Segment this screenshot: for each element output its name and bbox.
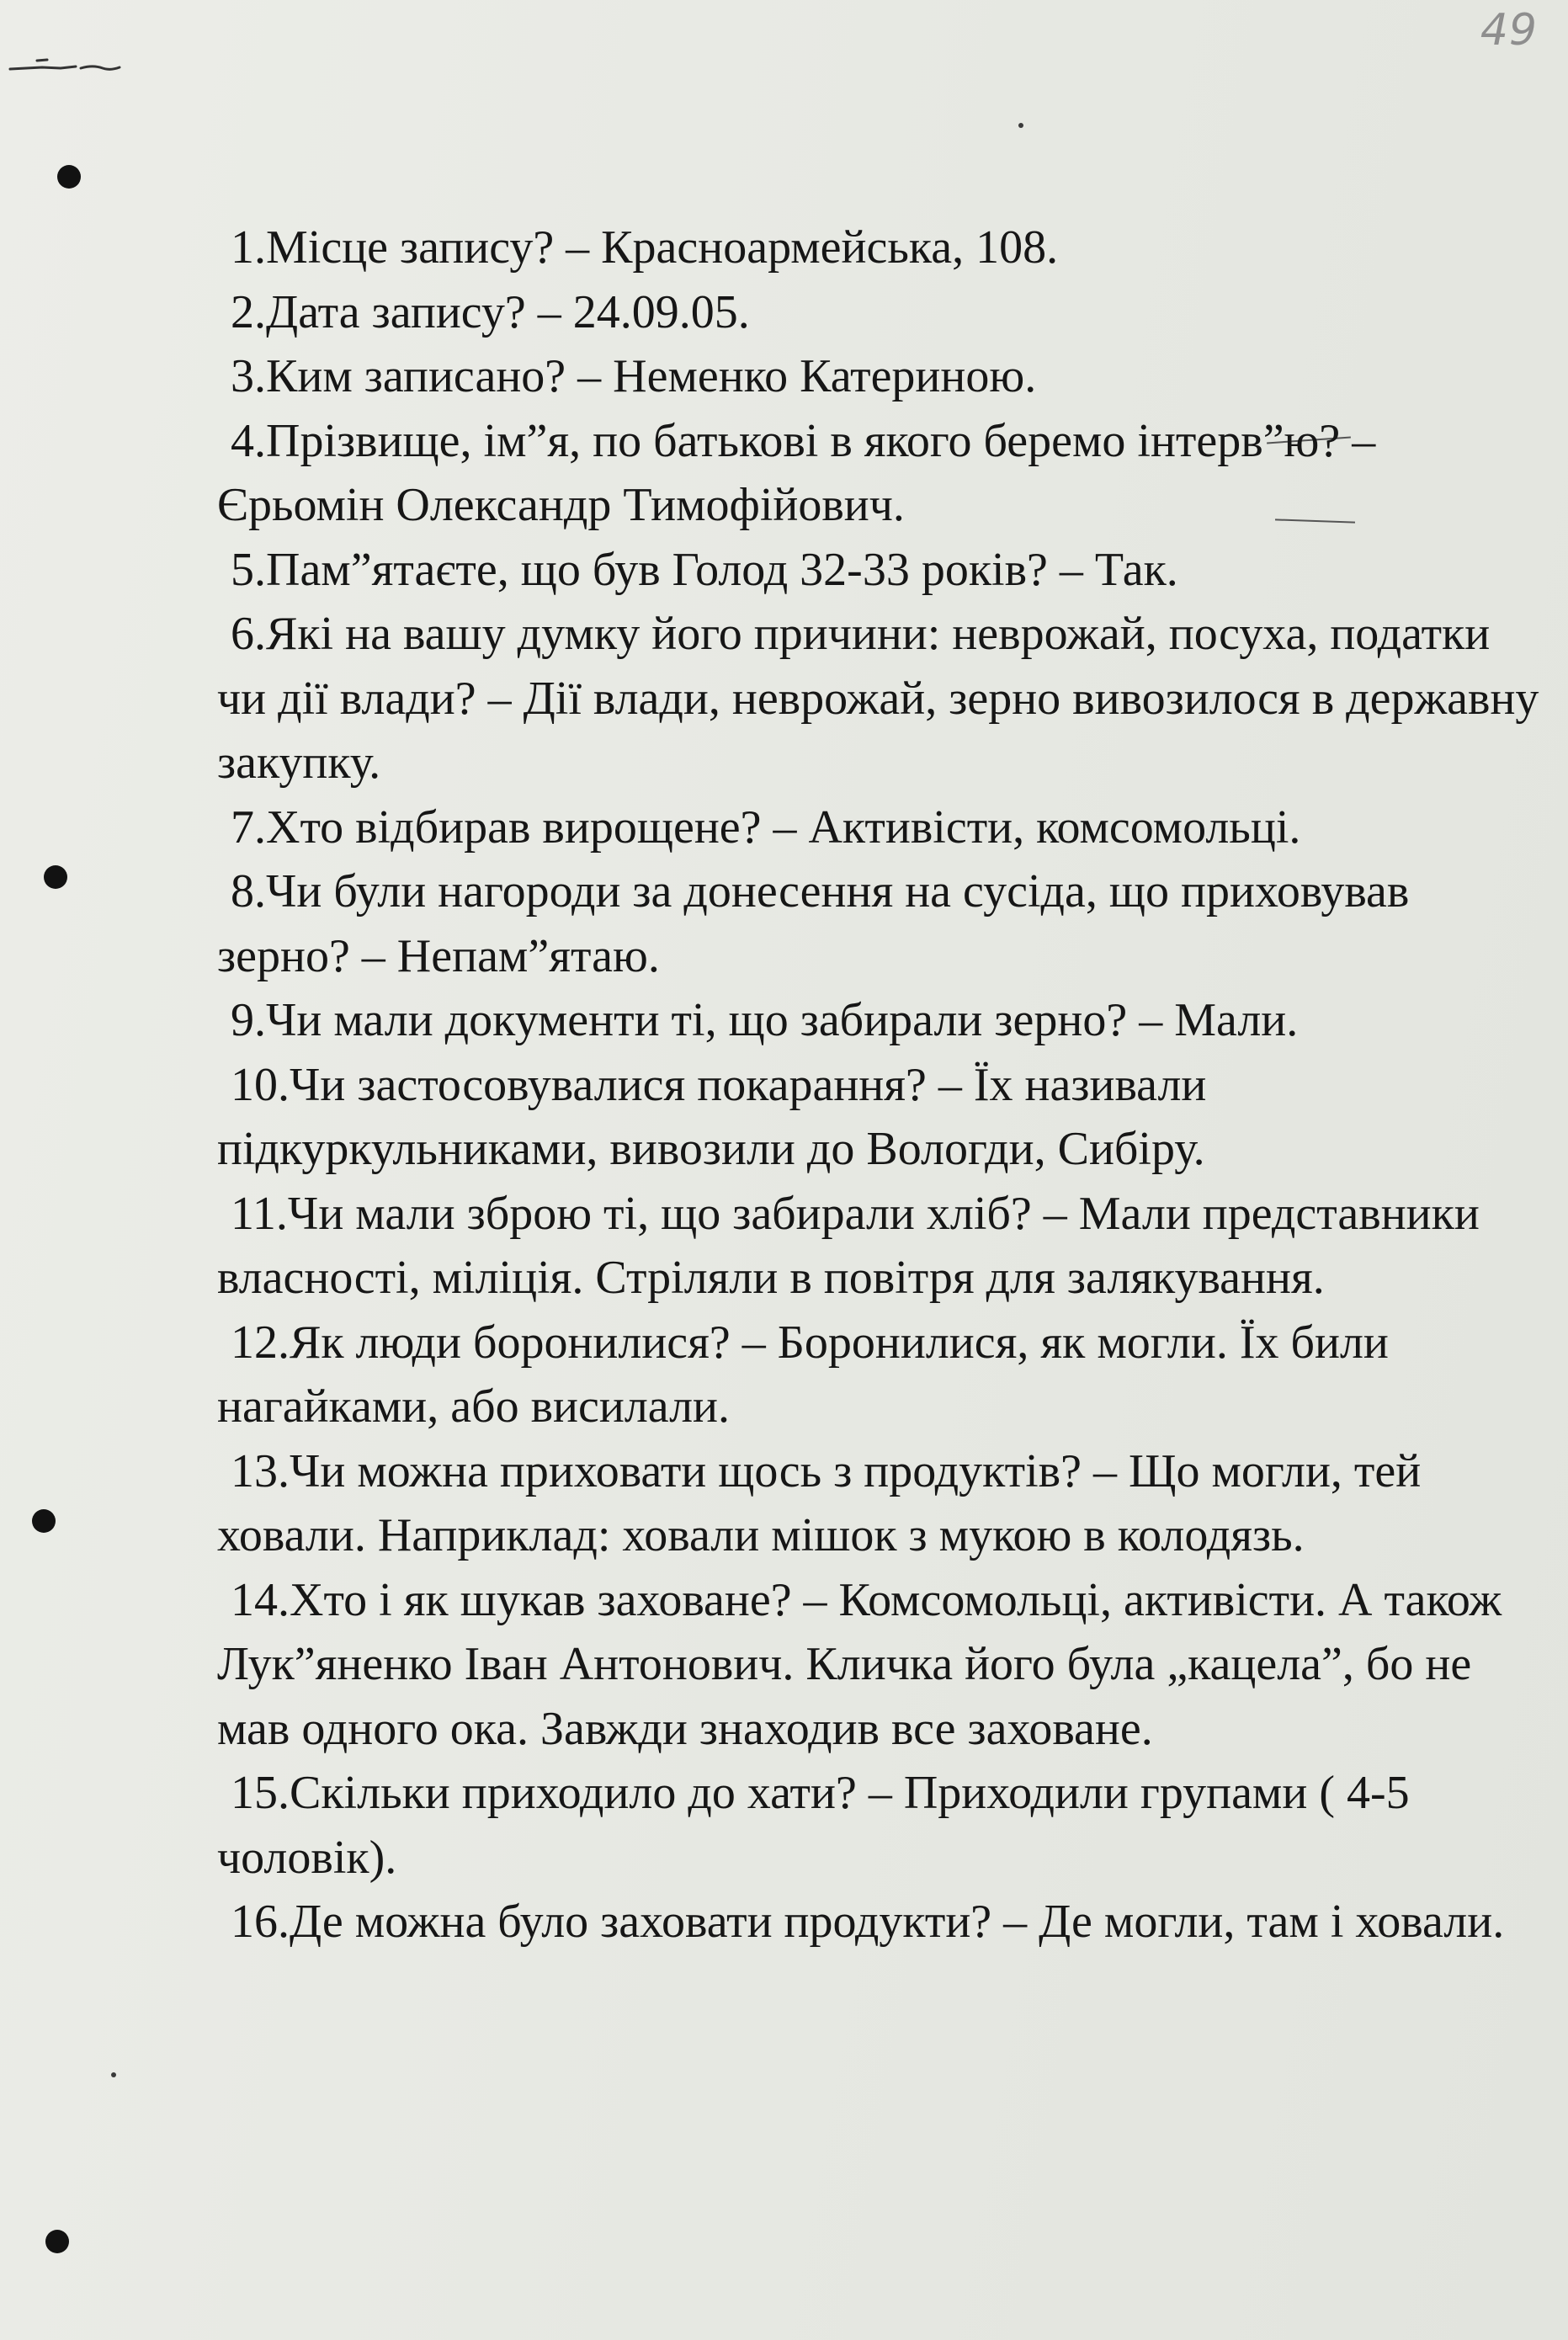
item-number: 12. bbox=[231, 1316, 290, 1369]
item-text: Чи були нагороди за донесення на сусіда, що приховував зерно? – Непам”ятаю. bbox=[217, 865, 1410, 982]
item-number: 1. bbox=[231, 221, 266, 274]
item-number: 13. bbox=[231, 1444, 290, 1497]
punch-hole bbox=[57, 165, 81, 189]
item-number: 9. bbox=[231, 994, 266, 1046]
item-text: Скільки приходило до хати? – Приходили групами ( 4-5 чоловік). bbox=[217, 1767, 1410, 1884]
item-text: Прізвище, ім”я, по батькові в якого беремо інтерв”ю? – Єрьомін Олександр Тимофійович. bbox=[217, 414, 1376, 531]
item-number: 14. bbox=[231, 1573, 290, 1626]
item-text: Чи можна приховати щось з продуктів? – Що могли, тей ховали. Наприклад: ховали мішок з мукою в колодязь. bbox=[217, 1444, 1422, 1561]
item-number: 11. bbox=[231, 1187, 288, 1240]
item-number: 15. bbox=[231, 1767, 290, 1819]
list-item bbox=[217, 1182, 1547, 1311]
corner-pen-mark bbox=[8, 52, 126, 77]
item-number: 7. bbox=[231, 800, 266, 854]
item-text: Чи мали зброю ті, що забирали хліб? – Мали представники власності, міліція. Стріляли в повітря для залякування. bbox=[217, 1187, 1480, 1304]
list-item bbox=[217, 215, 1547, 280]
list-item bbox=[217, 1890, 1547, 1954]
item-number: 5. bbox=[231, 543, 266, 596]
list-item bbox=[217, 538, 1547, 603]
list-item bbox=[217, 1053, 1547, 1182]
item-text: Чи застосовувалися покарання? – Їх називали підкуркульниками, вивозили до Вологди, Сибіру. bbox=[217, 1058, 1207, 1175]
item-text: Дата запису? – 24.09.05. bbox=[266, 285, 750, 338]
item-number: 2. bbox=[231, 285, 266, 338]
list-item bbox=[217, 1311, 1547, 1439]
item-text: Хто і як шукав заховане? – Комсомольці, активісти. А також Лук”яненко Іван Антонович. Кличка його була „кацела”, бо не мав одного ока. Завжди знаходив все заховане. bbox=[217, 1573, 1502, 1755]
list-item bbox=[217, 1439, 1547, 1568]
questionnaire-text bbox=[217, 215, 1547, 1954]
item-number: 4. bbox=[231, 414, 266, 467]
list-item bbox=[217, 988, 1547, 1053]
list-item bbox=[217, 602, 1547, 795]
list-item bbox=[217, 280, 1547, 345]
item-text: Які на вашу думку його причини: неврожай, посуха, податки чи дії влади? – Дії влади, неврожай, зерно вивозилося в державну закупку. bbox=[217, 608, 1539, 789]
list-item bbox=[217, 409, 1547, 538]
item-number: 8. bbox=[231, 865, 266, 917]
item-text: Чи мали документи ті, що забирали зерно? – Мали. bbox=[266, 994, 1299, 1046]
punch-hole bbox=[45, 2230, 69, 2253]
list-item bbox=[217, 344, 1547, 409]
item-number: 16. bbox=[231, 1896, 290, 1948]
item-text: Як люди боронилися? – Боронилися, як могли. Їх били нагайками, або висилали. bbox=[217, 1316, 1389, 1433]
item-number: 10. bbox=[231, 1058, 290, 1111]
punch-hole bbox=[32, 1509, 56, 1533]
item-text: Місце запису? – Красноармейська, 108. bbox=[266, 221, 1059, 274]
item-text: Ким записано? – Неменко Катериною. bbox=[266, 350, 1037, 402]
item-number: 3. bbox=[231, 350, 266, 402]
list-item bbox=[217, 859, 1547, 988]
list-item bbox=[217, 795, 1547, 860]
item-text: Хто відбирав вирощене? – Активісти, комсомольці. bbox=[266, 800, 1301, 854]
item-text: Пам”ятаєте, що був Голод 32-33 років? – Так. bbox=[266, 543, 1178, 596]
speck bbox=[1018, 123, 1023, 128]
list-item bbox=[217, 1568, 1547, 1762]
list-item bbox=[217, 1761, 1547, 1890]
item-text: Де можна було заховати продукти? – Де могли, там і ховали. bbox=[290, 1896, 1505, 1948]
page-number: 49 bbox=[1480, 5, 1538, 56]
punch-hole bbox=[44, 865, 67, 889]
item-number: 6. bbox=[231, 608, 266, 660]
speck bbox=[111, 2072, 116, 2077]
